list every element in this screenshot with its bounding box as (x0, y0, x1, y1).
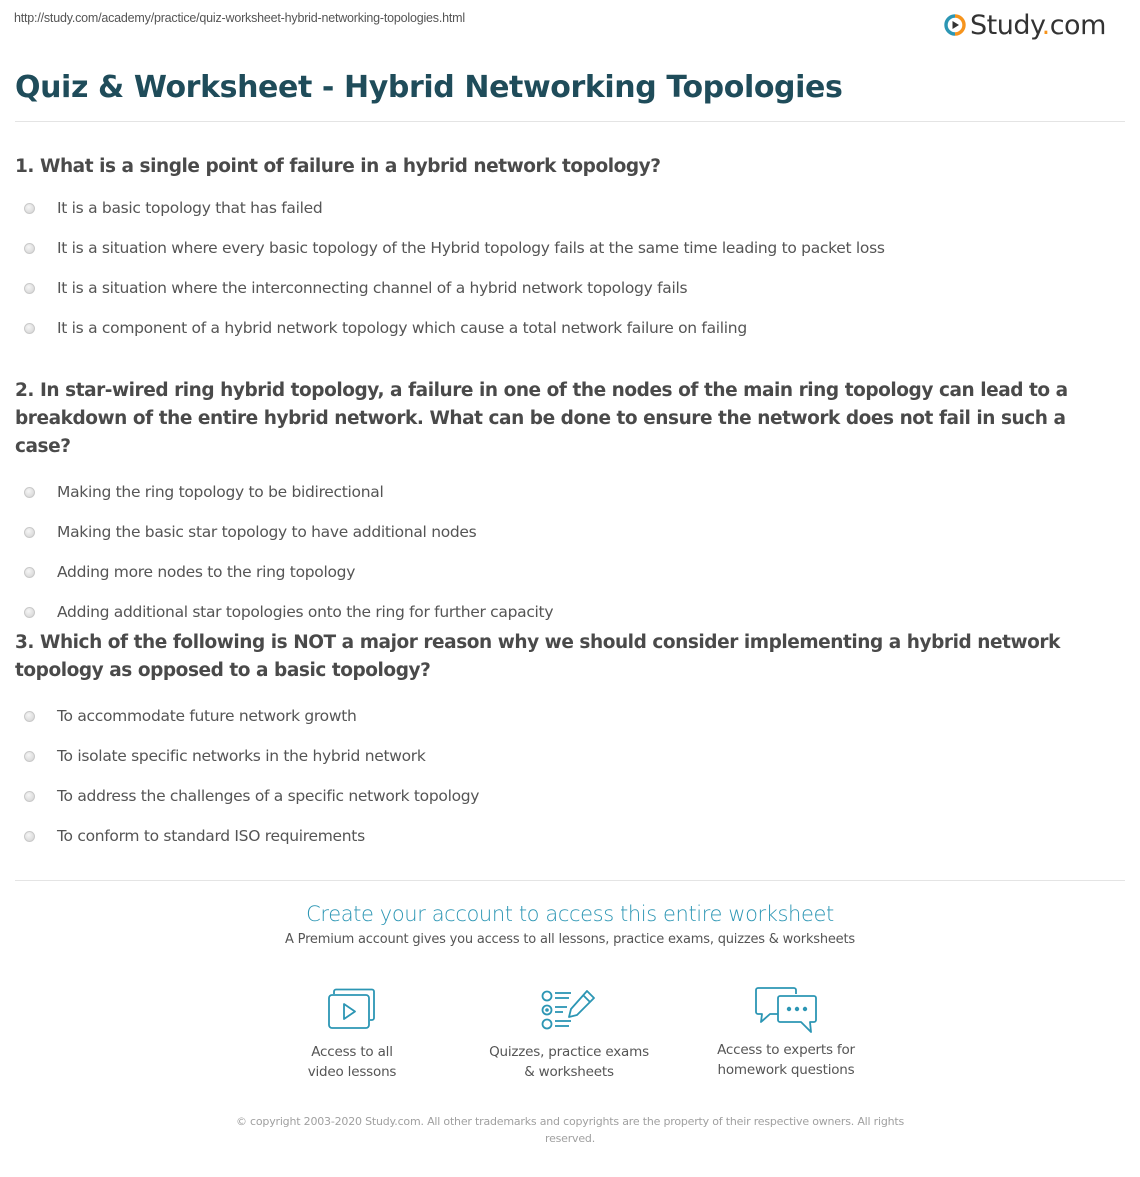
radio-button[interactable] (24, 527, 35, 538)
page-url: http://study.com/academy/practice/quiz-worksheet-hybrid-networking-topologies.html (14, 11, 465, 25)
answer-option[interactable] (15, 228, 1100, 268)
option-label: It is a component of a hybrid network topology which cause a total network failure on failing (57, 319, 747, 337)
question-text: 2. In star-wired ring hybrid topology, a failure in one of the nodes of the main ring topology can lead to a breakdown of the entire hybrid network. What can be done to ensure the network does not fail in such a case? (15, 380, 1068, 457)
radio-button[interactable] (24, 203, 35, 214)
option-label: To conform to standard ISO requirements (57, 827, 365, 845)
answer-option[interactable] (15, 696, 1100, 736)
option-label: To address the challenges of a specific network topology (57, 787, 480, 805)
feature-label: Quizzes, practice exams & worksheets (489, 1044, 649, 1080)
premium-features (0, 985, 1140, 1085)
option-label: Adding additional star topologies onto the ring for further capacity (57, 603, 554, 621)
answer-option[interactable] (15, 776, 1100, 816)
answer-option[interactable] (15, 736, 1100, 776)
question-1 (15, 153, 1100, 348)
question-text: 3. Which of the following is NOT a major reason why we should consider implementing a hybrid network topology as opposed to a basic topology? (15, 632, 1060, 681)
answer-option[interactable] (15, 592, 1100, 632)
option-label: Making the basic star topology to have additional nodes (57, 523, 477, 541)
study-logo[interactable] (944, 8, 1106, 42)
copyright-notice: © copyright 2003-2020 Study.com. All other trademarks and copyrights are the property of their respective owners. All rights reserved. (235, 1115, 905, 1145)
quiz-checklist-icon (469, 988, 669, 1030)
option-label: Adding more nodes to the ring topology (57, 563, 356, 581)
radio-button[interactable] (24, 323, 35, 334)
answer-options (15, 188, 1100, 348)
play-circle-icon (944, 14, 966, 36)
answer-options (15, 696, 1100, 856)
radio-button[interactable] (24, 567, 35, 578)
logo-text: Study.com (970, 9, 1106, 41)
answer-option[interactable] (15, 816, 1100, 856)
radio-button[interactable] (24, 283, 35, 294)
cta-subtitle: A Premium account gives you access to all lessons, practice exams, quizzes & worksheets (285, 932, 855, 947)
radio-button[interactable] (24, 831, 35, 842)
option-label: Making the ring topology to be bidirectional (57, 483, 384, 501)
feature-label: Access to all video lessons (307, 1044, 397, 1080)
answer-options (15, 472, 1100, 632)
radio-button[interactable] (24, 791, 35, 802)
option-label: It is a situation where the interconnecting channel of a hybrid network topology fails (57, 279, 688, 297)
option-label: To accommodate future network growth (57, 707, 357, 725)
feature-label: Access to experts for homework questions (717, 1042, 855, 1078)
radio-button[interactable] (24, 487, 35, 498)
cta-title-link[interactable]: Create your account to access this entire worksheet (306, 902, 834, 926)
radio-button[interactable] (24, 243, 35, 254)
radio-button[interactable] (24, 751, 35, 762)
answer-option[interactable] (15, 308, 1100, 348)
signup-cta (0, 902, 1140, 947)
video-lessons-icon (252, 988, 452, 1030)
option-label: It is a basic topology that has failed (57, 199, 323, 217)
answer-option[interactable] (15, 188, 1100, 228)
question-3 (15, 629, 1100, 856)
option-label: It is a situation where every basic topology of the Hybrid topology fails at the same time leading to packet loss (57, 239, 885, 257)
feature-quizzes (469, 988, 669, 1082)
answer-option[interactable] (15, 472, 1100, 512)
answer-option[interactable] (15, 268, 1100, 308)
chat-bubbles-icon (686, 986, 886, 1034)
answer-option[interactable] (15, 512, 1100, 552)
cta-divider (15, 880, 1125, 881)
radio-button[interactable] (24, 607, 35, 618)
question-text: 1. What is a single point of failure in a hybrid network topology? (15, 156, 661, 177)
option-label: To isolate specific networks in the hybrid network (57, 747, 426, 765)
feature-video-lessons (252, 988, 452, 1082)
title-divider (15, 121, 1125, 122)
radio-button[interactable] (24, 711, 35, 722)
question-2 (15, 377, 1100, 632)
page-title: Quiz & Worksheet - Hybrid Networking Topologies (15, 70, 843, 105)
answer-option[interactable] (15, 552, 1100, 592)
feature-experts (686, 986, 886, 1080)
